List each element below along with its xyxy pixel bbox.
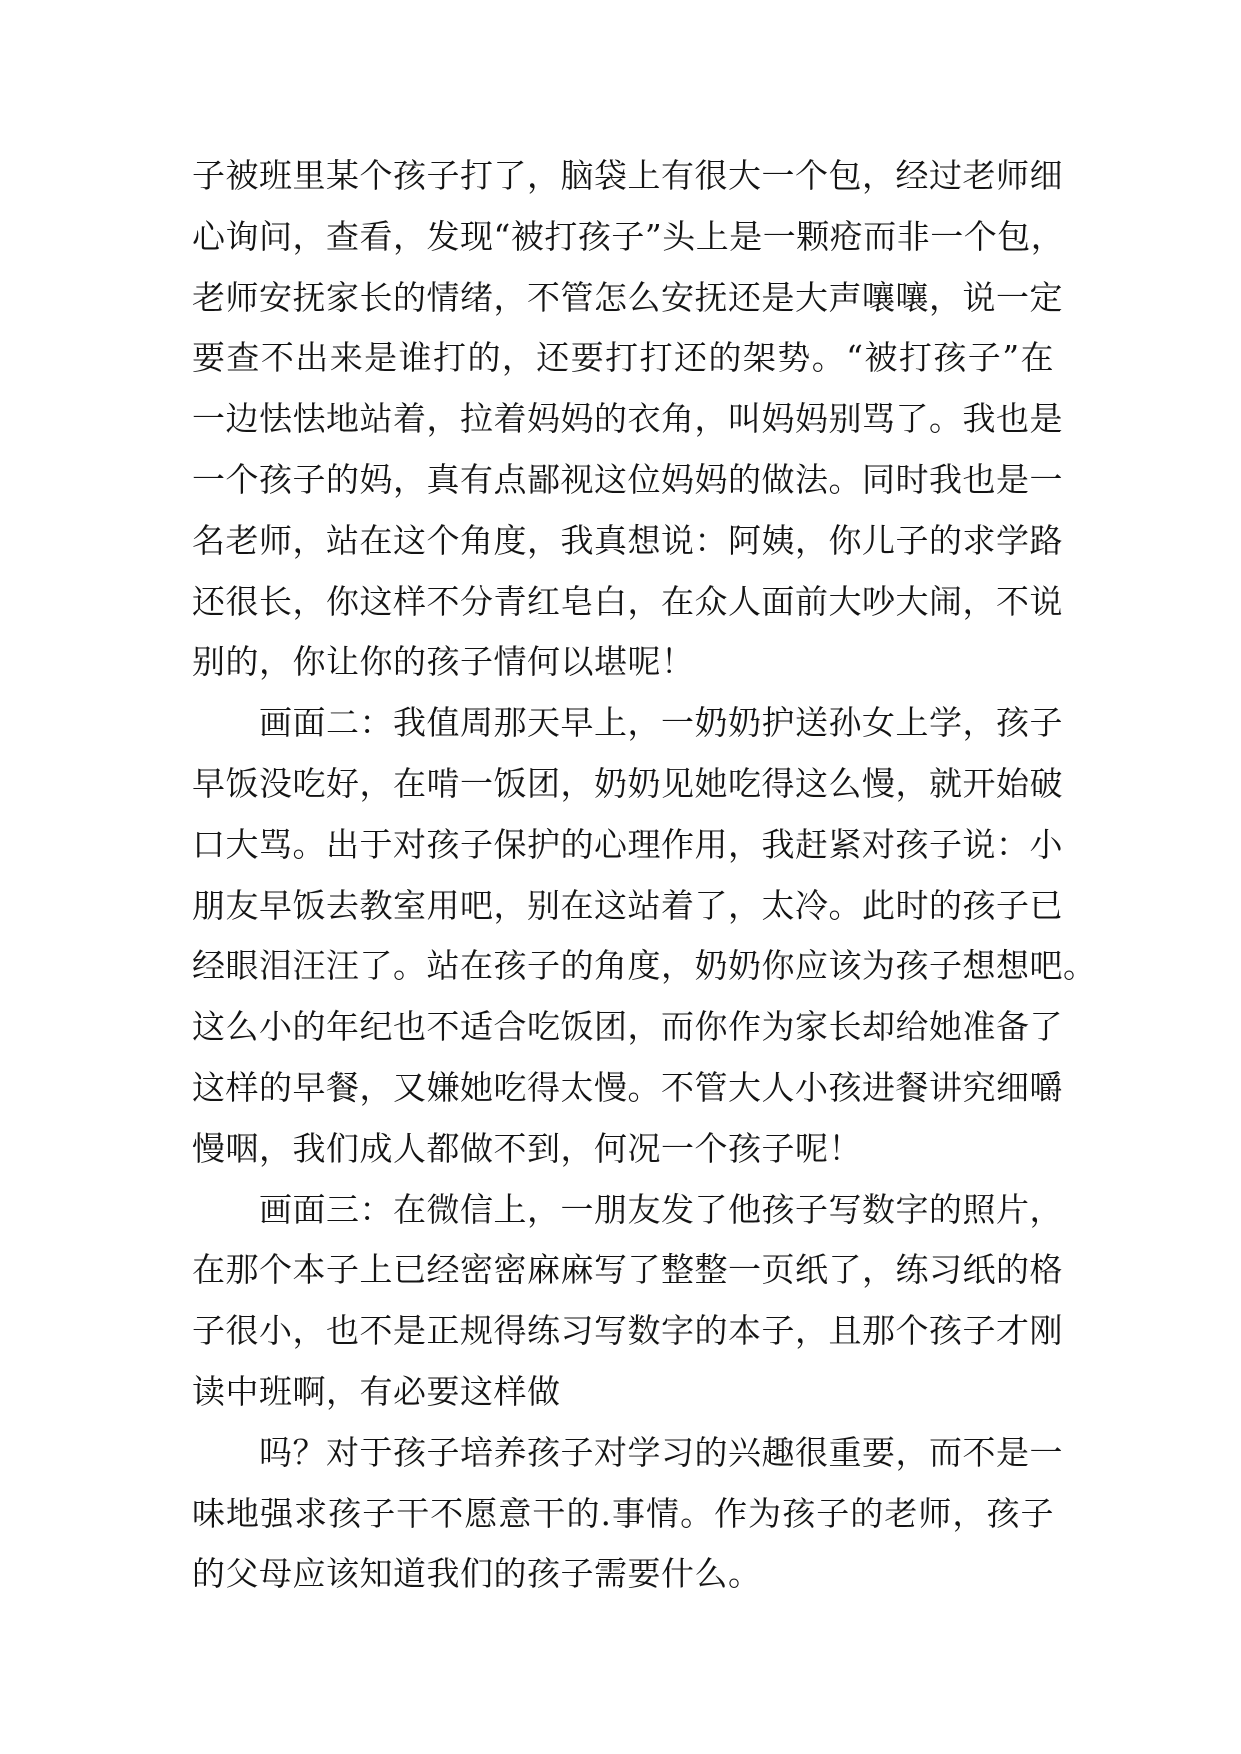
text-line: 读中班啊，有必要这样做 xyxy=(192,1371,561,1411)
text-line: 这样的早餐，又嫌她吃得太慢。不管大人小孩进餐讲究细嚼 xyxy=(192,1067,1063,1107)
text-line: 慢咽，我们成人都做不到，何况一个孩子呢！ xyxy=(192,1128,862,1168)
text-line: 朋友早饭去教室用吧，别在这站着了，太冷。此时的孩子已 xyxy=(192,885,1063,925)
paragraph-start-line: 画面二：我值周那天早上，一奶奶护送孙女上学，孩子 xyxy=(259,703,1063,743)
text-line: 名老师，站在这个角度，我真想说：阿姨，你儿子的求学路 xyxy=(192,520,1063,560)
text-line: 在那个本子上已经密密麻麻写了整整一页纸了，练习纸的格 xyxy=(192,1250,1063,1290)
text-line: 老师安抚家长的情绪，不管怎么安抚还是大声嚷嚷，说一定 xyxy=(192,277,1063,317)
text-line: 要查不出来是谁打的，还要打打还的架势。“被打孩子”在 xyxy=(192,338,1054,378)
text-line: 经眼泪汪汪了。站在孩子的角度，奶奶你应该为孩子想想吧。 xyxy=(192,946,1097,986)
paragraph-start-line: 吗？对于孩子培养孩子对学习的兴趣很重要，而不是一 xyxy=(259,1432,1063,1472)
body-text xyxy=(192,146,1097,1605)
text-line: 一边怯怯地站着，拉着妈妈的衣角，叫妈妈别骂了。我也是 xyxy=(192,399,1063,439)
text-line: 味地强求孩子干不愿意干的.事情。作为孩子的老师，孩子 xyxy=(192,1493,1054,1533)
text-line: 子很小，也不是正规得练习写数字的本子，且那个孩子才刚 xyxy=(192,1311,1063,1351)
text-line: 的父母应该知道我们的孩子需要什么。 xyxy=(192,1554,762,1594)
text-line: 口大骂。出于对孩子保护的心理作用，我赶紧对孩子说：小 xyxy=(192,824,1063,864)
text-line: 心询问，查看，发现“被打孩子”头上是一颗疮而非一个包， xyxy=(192,216,1065,256)
text-line: 还很长，你这样不分青红皂白，在众人面前大吵大闹，不说 xyxy=(192,581,1063,621)
paragraph-start-line: 画面三：在微信上，一朋友发了他孩子写数字的照片， xyxy=(259,1189,1063,1229)
text-line: 一个孩子的妈，真有点鄙视这位妈妈的做法。同时我也是一 xyxy=(192,459,1063,499)
text-line: 早饭没吃好，在啃一饭团，奶奶见她吃得这么慢，就开始破 xyxy=(192,763,1063,803)
text-line: 这么小的年纪也不适合吃饭团，而你作为家长却给她准备了 xyxy=(192,1007,1063,1047)
text-line: 别的，你让你的孩子情何以堪呢！ xyxy=(192,642,695,682)
text-line: 子被班里某个孩子打了，脑袋上有很大一个包，经过老师细 xyxy=(192,156,1063,195)
